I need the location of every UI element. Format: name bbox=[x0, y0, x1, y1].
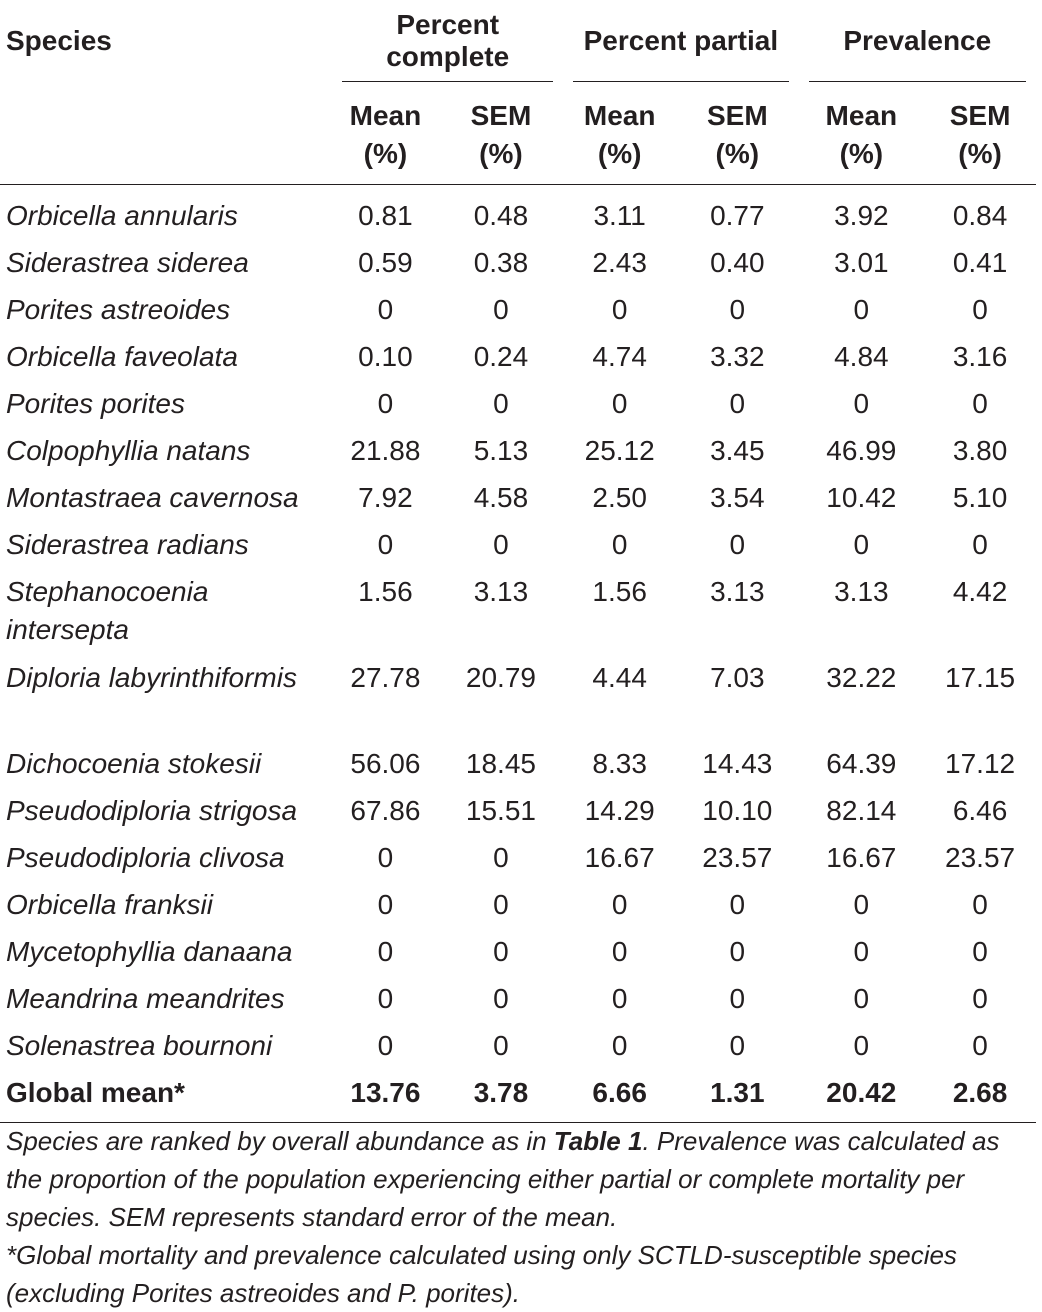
sub-header-mean: Mean (%) bbox=[825, 100, 898, 169]
value-cell: 0.84 bbox=[952, 200, 1008, 231]
value-cell: 3.13 bbox=[834, 576, 889, 607]
value-cell: 1.56 bbox=[358, 576, 413, 607]
species-cell: Porites porites bbox=[6, 388, 185, 419]
value-cell: 0 bbox=[972, 889, 988, 920]
value-cell: 27.78 bbox=[350, 662, 421, 693]
table-row bbox=[0, 1027, 1036, 1074]
table-row bbox=[0, 338, 1036, 385]
value-cell: 82.14 bbox=[826, 795, 897, 826]
value-cell: 4.84 bbox=[834, 341, 889, 372]
value-cell: 0 bbox=[493, 529, 509, 560]
value-cell: 0 bbox=[729, 294, 746, 325]
footnote-2: *Global mortality and prevalence calculated using only SCTLD-susceptible species (excluding Porites astreoides and P. porites). bbox=[6, 1240, 957, 1308]
global-mean-value: 20.42 bbox=[826, 1077, 897, 1108]
value-cell: 0.81 bbox=[358, 200, 413, 231]
table-row bbox=[0, 933, 1036, 980]
value-cell: 0 bbox=[611, 529, 628, 560]
value-cell: 3.13 bbox=[710, 576, 765, 607]
value-cell: 14.29 bbox=[584, 795, 655, 826]
value-cell: 0 bbox=[729, 983, 746, 1014]
value-cell: 3.32 bbox=[710, 341, 765, 372]
value-cell: 3.45 bbox=[710, 435, 765, 466]
value-cell: 0.40 bbox=[710, 247, 765, 278]
table-row bbox=[0, 479, 1036, 526]
value-cell: 0 bbox=[611, 294, 628, 325]
value-cell: 18.45 bbox=[465, 748, 536, 779]
value-cell: 4.58 bbox=[473, 482, 529, 513]
value-cell: 17.12 bbox=[945, 748, 1016, 779]
value-cell: 8.33 bbox=[592, 748, 647, 779]
value-cell: 23.57 bbox=[945, 842, 1016, 873]
value-cell: 0 bbox=[853, 529, 870, 560]
species-cell: Mycetophyllia danaana bbox=[6, 936, 293, 967]
value-cell: 0 bbox=[729, 529, 746, 560]
value-cell: 17.15 bbox=[945, 662, 1016, 693]
value-cell: 3.13 bbox=[473, 576, 529, 607]
value-cell: 32.22 bbox=[826, 662, 897, 693]
value-cell: 0 bbox=[493, 294, 509, 325]
species-cell: Siderastrea radians bbox=[6, 529, 249, 560]
value-cell: 0 bbox=[972, 983, 988, 1014]
value-cell: 0 bbox=[493, 936, 509, 967]
species-cell: Solenastrea bournoni bbox=[6, 1030, 273, 1061]
footnote-1: Species are ranked by overall abundance as in Table 1. Prevalence was calculated as the proportion of the population experiencing either partial or complete mortality per species. SEM represents standard error of the mean. bbox=[6, 1126, 1000, 1232]
value-cell: 25.12 bbox=[584, 435, 655, 466]
value-cell: 0 bbox=[493, 1030, 509, 1061]
value-cell: 0.24 bbox=[473, 341, 529, 372]
sub-header-sem: SEM (%) bbox=[949, 100, 1011, 169]
value-cell: 2.50 bbox=[592, 482, 647, 513]
value-cell: 0 bbox=[853, 388, 870, 419]
value-cell: 0 bbox=[729, 388, 746, 419]
global-mean-value: 3.78 bbox=[473, 1077, 529, 1108]
value-cell: 0 bbox=[377, 529, 394, 560]
species-cell: Stephanocoenia intersepta bbox=[6, 576, 209, 645]
species-cell: Pseudodiploria clivosa bbox=[6, 842, 285, 873]
value-cell: 10.10 bbox=[702, 795, 773, 826]
species-cell: Montastraea cavernosa bbox=[6, 482, 299, 513]
value-cell: 0 bbox=[972, 936, 988, 967]
value-cell: 3.80 bbox=[952, 435, 1008, 466]
value-cell: 2.43 bbox=[592, 247, 647, 278]
value-cell: 15.51 bbox=[465, 795, 536, 826]
value-cell: 0 bbox=[972, 1030, 988, 1061]
group-header-percent-complete: Percent complete bbox=[332, 0, 563, 82]
value-cell: 16.67 bbox=[826, 842, 897, 873]
global-mean-label: Global mean* bbox=[6, 1077, 185, 1108]
value-cell: 0 bbox=[853, 936, 870, 967]
sub-header-row bbox=[0, 82, 1036, 185]
value-cell: 0 bbox=[377, 842, 394, 873]
table-row bbox=[0, 385, 1036, 432]
value-cell: 0 bbox=[972, 529, 988, 560]
sub-header-sem: SEM (%) bbox=[706, 100, 768, 169]
value-cell: 3.01 bbox=[834, 247, 889, 278]
value-cell: 56.06 bbox=[350, 748, 421, 779]
species-cell: Dichocoenia stokesii bbox=[6, 748, 262, 779]
table-row bbox=[0, 792, 1036, 839]
table-row bbox=[0, 432, 1036, 479]
global-mean-value: 6.66 bbox=[592, 1077, 647, 1108]
species-cell: Siderastrea siderea bbox=[6, 247, 249, 278]
species-cell: Orbicella annularis bbox=[6, 200, 238, 231]
value-cell: 0 bbox=[729, 889, 746, 920]
value-cell: 4.42 bbox=[952, 576, 1008, 607]
group-header-row bbox=[0, 0, 1036, 82]
global-mean-value: 1.31 bbox=[710, 1077, 765, 1108]
value-cell: 0.41 bbox=[952, 247, 1008, 278]
table-row bbox=[0, 526, 1036, 573]
value-cell: 4.74 bbox=[592, 341, 647, 372]
global-mean-value: 2.68 bbox=[952, 1077, 1008, 1108]
value-cell: 16.67 bbox=[584, 842, 655, 873]
species-cell: Orbicella franksii bbox=[6, 889, 213, 920]
value-cell: 6.46 bbox=[952, 795, 1008, 826]
species-cell: Orbicella faveolata bbox=[6, 341, 238, 372]
group-header-prevalence: Prevalence bbox=[799, 0, 1036, 82]
species-cell: Diploria labyrinthiformis bbox=[6, 662, 297, 693]
value-cell: 0 bbox=[493, 842, 509, 873]
sub-header-mean: Mean (%) bbox=[349, 100, 422, 169]
value-cell: 0 bbox=[853, 983, 870, 1014]
value-cell: 4.44 bbox=[592, 662, 647, 693]
table-row bbox=[0, 291, 1036, 338]
value-cell: 0.48 bbox=[473, 200, 529, 231]
value-cell: 0 bbox=[611, 983, 628, 1014]
value-cell: 0.10 bbox=[358, 341, 413, 372]
value-cell: 0 bbox=[377, 983, 394, 1014]
value-cell: 0.59 bbox=[358, 247, 413, 278]
species-cell: Meandrina meandrites bbox=[6, 983, 285, 1014]
value-cell: 5.10 bbox=[952, 482, 1008, 513]
value-cell: 0 bbox=[377, 294, 394, 325]
table-row bbox=[0, 573, 1036, 659]
value-cell: 3.16 bbox=[952, 341, 1008, 372]
value-cell: 0 bbox=[729, 936, 746, 967]
species-cell: Colpophyllia natans bbox=[6, 435, 251, 466]
sub-header-mean: Mean (%) bbox=[583, 100, 656, 169]
table-footnotes bbox=[6, 1122, 1038, 1312]
global-mean-row bbox=[0, 1074, 1036, 1123]
table-row bbox=[0, 659, 1036, 745]
species-column-header: Species bbox=[6, 25, 112, 56]
value-cell: 0 bbox=[493, 983, 509, 1014]
value-cell: 7.92 bbox=[358, 482, 413, 513]
value-cell: 0 bbox=[493, 388, 509, 419]
species-cell: Pseudodiploria strigosa bbox=[6, 795, 298, 826]
value-cell: 0 bbox=[729, 1030, 746, 1061]
value-cell: 23.57 bbox=[702, 842, 773, 873]
table-row bbox=[0, 839, 1036, 886]
species-cell: Porites astreoides bbox=[6, 294, 231, 325]
value-cell: 46.99 bbox=[826, 435, 897, 466]
value-cell: 3.92 bbox=[834, 200, 889, 231]
value-cell: 64.39 bbox=[826, 748, 897, 779]
value-cell: 1.56 bbox=[592, 576, 647, 607]
value-cell: 0 bbox=[377, 1030, 394, 1061]
value-cell: 67.86 bbox=[350, 795, 421, 826]
table-row bbox=[0, 185, 1036, 245]
value-cell: 0 bbox=[853, 1030, 870, 1061]
value-cell: 0 bbox=[611, 936, 628, 967]
value-cell: 0 bbox=[611, 1030, 628, 1061]
sub-header-sem: SEM (%) bbox=[470, 100, 532, 169]
value-cell: 3.54 bbox=[710, 482, 765, 513]
value-cell: 0 bbox=[853, 889, 870, 920]
table-row bbox=[0, 886, 1036, 933]
table-row bbox=[0, 244, 1036, 291]
table-row bbox=[0, 980, 1036, 1027]
value-cell: 5.13 bbox=[473, 435, 529, 466]
value-cell: 0 bbox=[611, 388, 628, 419]
table-row bbox=[0, 745, 1036, 792]
value-cell: 0 bbox=[493, 889, 509, 920]
value-cell: 0 bbox=[611, 889, 628, 920]
value-cell: 20.79 bbox=[465, 662, 536, 693]
value-cell: 0.77 bbox=[710, 200, 765, 231]
value-cell: 10.42 bbox=[826, 482, 897, 513]
value-cell: 21.88 bbox=[350, 435, 421, 466]
value-cell: 14.43 bbox=[702, 748, 773, 779]
value-cell: 0 bbox=[972, 294, 988, 325]
value-cell: 0.38 bbox=[473, 247, 529, 278]
value-cell: 3.11 bbox=[593, 200, 646, 231]
value-cell: 0 bbox=[972, 388, 988, 419]
value-cell: 0 bbox=[377, 889, 394, 920]
value-cell: 7.03 bbox=[710, 662, 765, 693]
value-cell: 0 bbox=[377, 388, 394, 419]
global-mean-value: 13.76 bbox=[350, 1077, 421, 1108]
table-body bbox=[0, 185, 1036, 1123]
value-cell: 0 bbox=[377, 936, 394, 967]
table-reference: Table 1 bbox=[553, 1126, 643, 1156]
value-cell: 0 bbox=[853, 294, 870, 325]
group-header-percent-partial: Percent partial bbox=[563, 0, 798, 82]
